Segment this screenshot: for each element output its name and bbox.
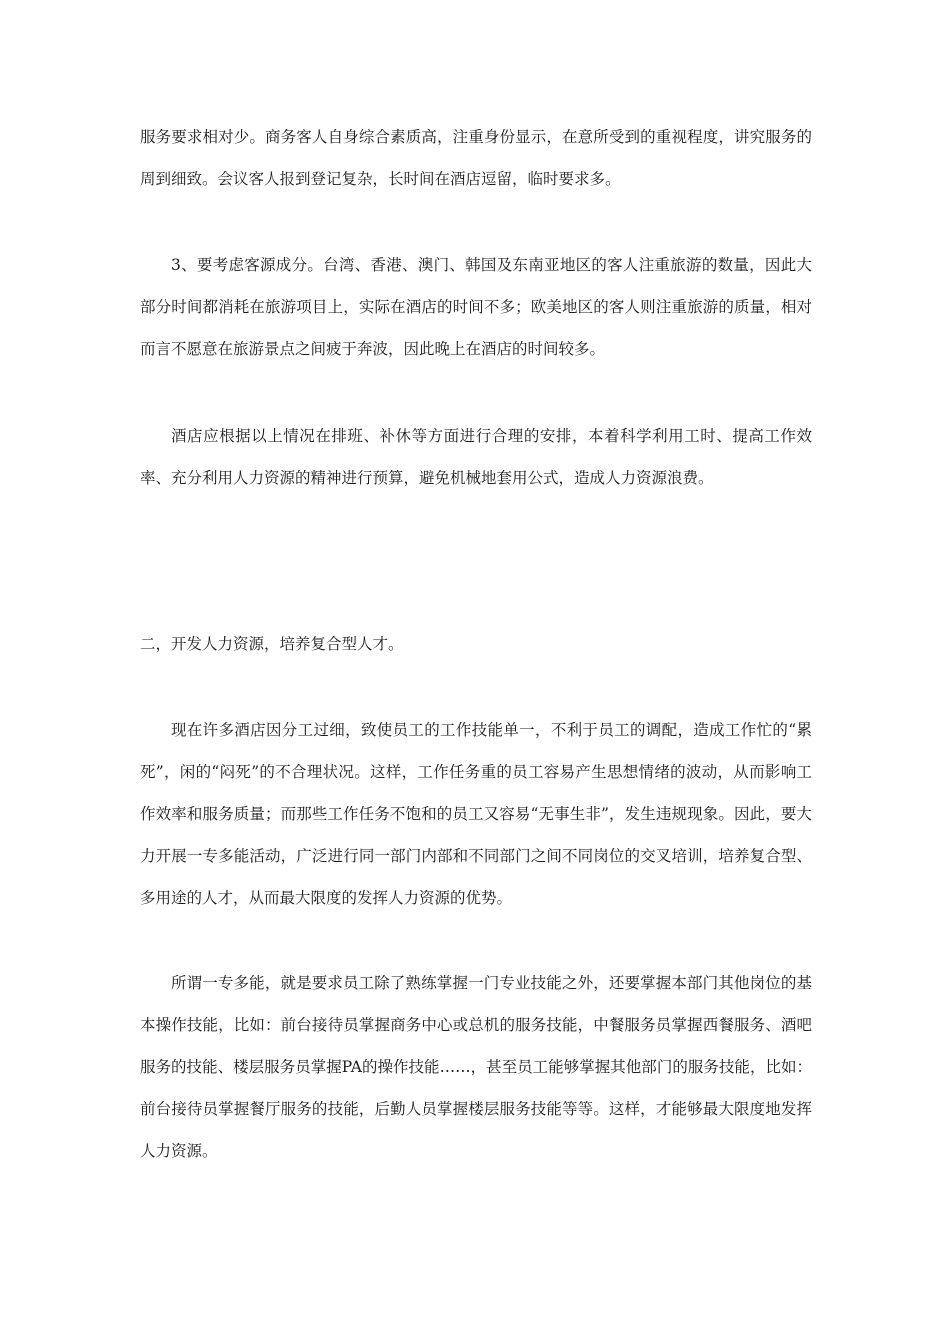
paragraph-service-requirements: 服务要求相对少。商务客人自身综合素质高，注重身份显示，在意所受到的重视程度，讲究服务的周到细致。会议客人报到登记复杂，长时间在酒店逗留，临时要求多。 <box>140 128 812 188</box>
paragraph-scheduling: 酒店应根据以上情况在排班、补休等方面进行合理的安排，本着科学利用工时、提高工作效率、充分利用人力资源的精神进行预算，避免机械地套用公式，造成人力资源浪费。 <box>140 427 812 487</box>
paragraph-guest-source: 3、要考虑客源成分。台湾、香港、澳门、韩国及东南亚地区的客人注重旅游的数量，因此大部分时间都消耗在旅游项目上，实际在酒店的时间不多；欧美地区的客人则注重旅游的质量，相对而言不愿意在旅游景点之间疲于奔波，因此晚上在酒店的时间较多。 <box>140 256 812 358</box>
paragraph-develop-hr: 现在许多酒店因分工过细，致使员工的工作技能单一，不利于员工的调配，造成工作忙的“累死”，闲的“闷死”的不合理状况。这样，工作任务重的员工容易产生思想情绪的波动，从而影响工作效率和服务质量；而那些工作任务不饱和的员工又容易“无事生非”，发生违规现象。因此，要大力开展一专多能活动，广泛进行同一部门内部和不同部门之间不同岗位的交叉培训，培养复合型、多用途的人才，从而最大限度的发挥人力资源的优势。 <box>140 721 812 907</box>
section-heading: 二，开发人力资源，培养复合型人才。 <box>140 635 404 653</box>
paragraph-multi-skill: 所谓一专多能，就是要求员工除了熟练掌握一门专业技能之外，还要掌握本部门其他岗位的基本操作技能，比如：前台接待员掌握商务中心或总机的服务技能，中餐服务员掌握西餐服务、酒吧服务的技能、楼层服务员掌握PA的操作技能……，甚至员工能够掌握其他部门的服务技能，比如：前台接待员掌握餐厅服务的技能，后勤人员掌握楼层服务技能等等。这样，才能够最大限度地发挥人力资源。 <box>140 974 812 1160</box>
